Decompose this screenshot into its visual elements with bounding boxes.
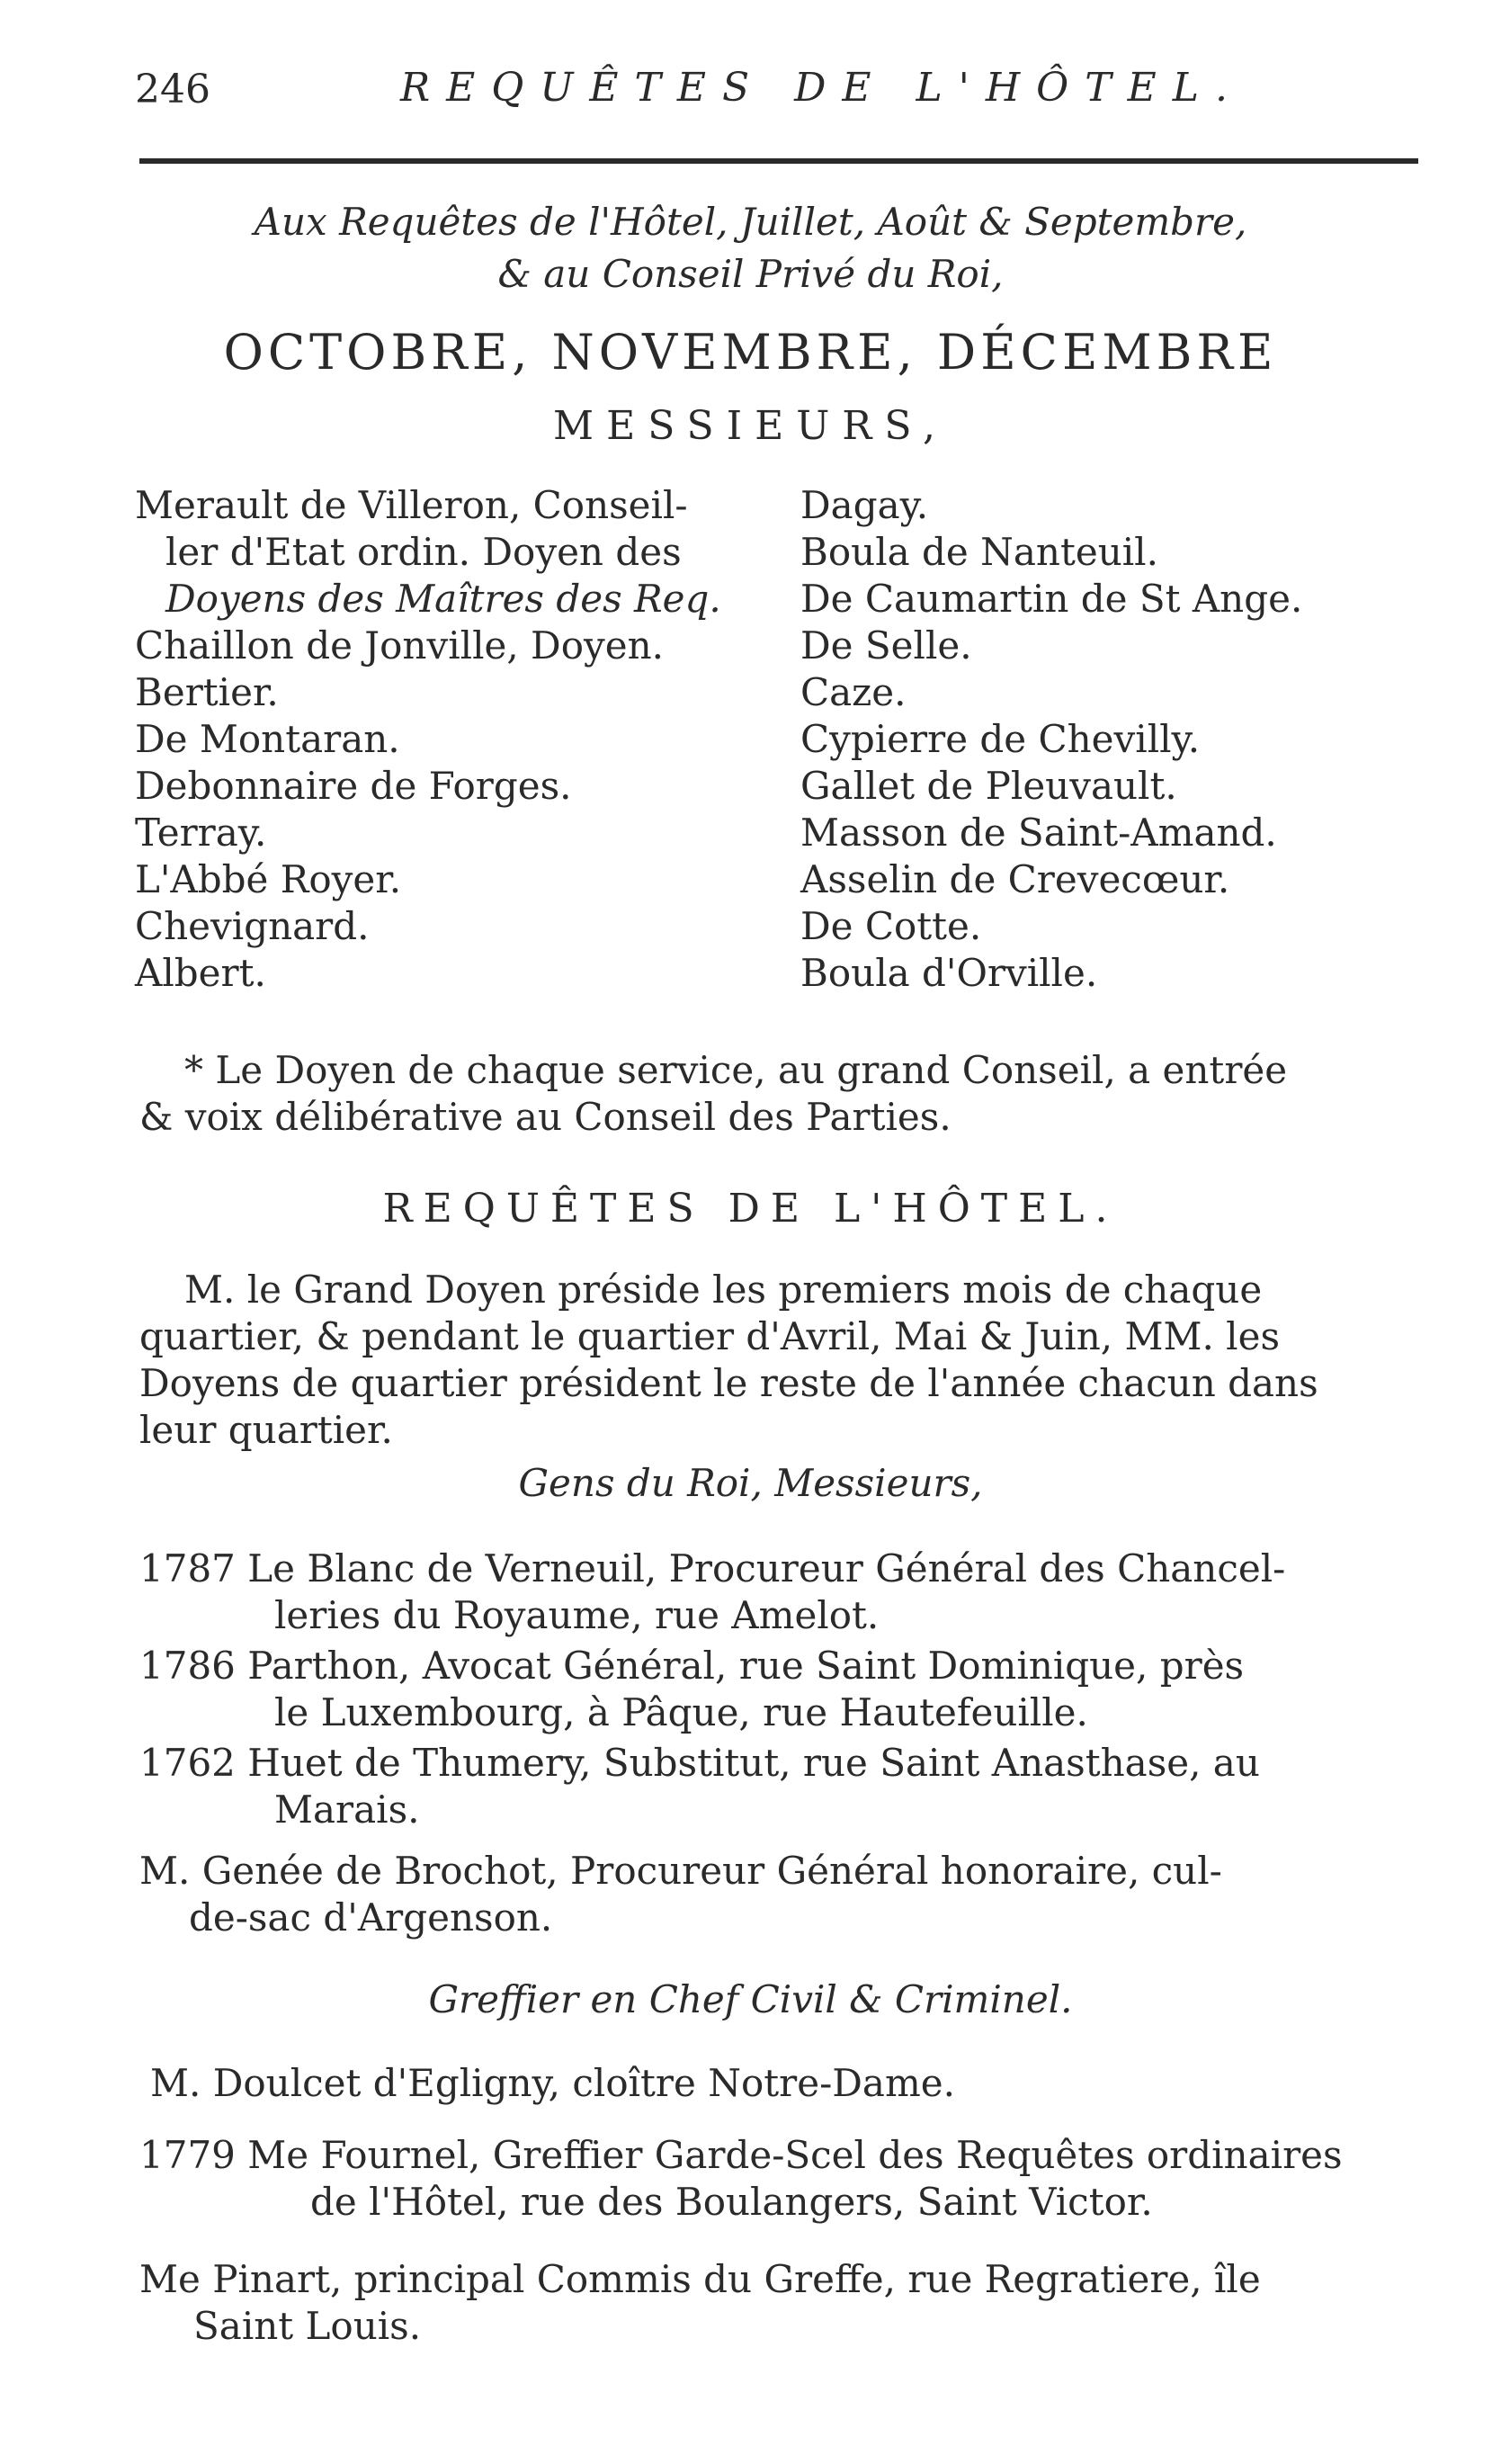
list-item: Caze. [800, 670, 907, 714]
left-name-column [135, 482, 721, 997]
entry-parthon [139, 1643, 1244, 1736]
right-name-column [800, 482, 1302, 997]
section-heading: REQUÊTES DE L'HÔTEL. [382, 1186, 1119, 1232]
running-title: REQUÊTES DE L'HÔTEL. [400, 65, 1244, 111]
entry-line: 1762 Huet de Thumery, Substitut, rue Saint Anasthase, au [139, 1741, 1260, 1785]
para-line: leur quartier. [139, 1408, 393, 1452]
messieurs-heading: MESSIEURS, [553, 403, 948, 449]
list-item: Asselin de Crevecœur. [800, 857, 1230, 901]
intro-line-1: Aux Requêtes de l'Hôtel, Juillet, Août & Septembre, [254, 200, 1247, 244]
entry-huet [139, 1740, 1260, 1833]
list-item: De Montaran. [135, 717, 400, 761]
para-line: quartier, & pendant le quartier d'Avril, Mai & Juin, MM. les [139, 1314, 1281, 1358]
entry-line: le Luxembourg, à Pâque, rue Hautefeuille. [274, 1690, 1088, 1734]
list-item: L'Abbé Royer. [135, 857, 402, 901]
para-line: Doyens de quartier président le reste de l'année chacun dans [139, 1361, 1318, 1405]
list-item: Boula d'Orville. [800, 951, 1098, 995]
greffier-heading: Greffier en Chef Civil & Criminel. [428, 1977, 1073, 2021]
intro-line-2: & au Conseil Privé du Roi, [497, 252, 1004, 296]
list-item: Chevignard. [135, 904, 370, 948]
list-item: Merault de Villeron, Conseil- [135, 483, 688, 527]
entry-fournel [139, 2132, 1343, 2226]
header-rule [139, 158, 1418, 164]
entry-line: 1786 Parthon, Avocat Général, rue Saint Dominique, près [139, 1644, 1245, 1688]
entry-line: de l'Hôtel, rue des Boulangers, Saint Victor. [310, 2180, 1153, 2224]
entry-line: Saint Louis. [193, 2304, 422, 2348]
entry-pinart [139, 2256, 1261, 2350]
list-item: Debonnaire de Forges. [135, 764, 572, 808]
entry-doulcet [139, 2060, 955, 2107]
months-heading: OCTOBRE, NOVEMBRE, DÉCEMBRE [223, 324, 1278, 381]
gens-du-roi-heading: Gens du Roi, Messieurs, [518, 1461, 983, 1505]
para-line: M. le Grand Doyen préside les premiers mois de chaque [184, 1268, 1263, 1312]
entry-line: de-sac d'Argenson. [189, 1895, 553, 1940]
section-paragraph [139, 1267, 1443, 1454]
list-item: Gallet de Pleuvault. [800, 764, 1177, 808]
entry-line: leries du Royaume, rue Amelot. [274, 1593, 880, 1637]
list-item: De Selle. [800, 623, 972, 668]
list-item: Chaillon de Jonville, Doyen. [135, 623, 664, 668]
list-item: Dagay. [800, 483, 929, 527]
list-item: ler d'Etat ordin. Doyen des [165, 530, 682, 574]
list-item: Terray. [135, 811, 267, 855]
entry-line: Marais. [274, 1788, 420, 1832]
entry-genee [139, 1848, 1222, 1941]
list-item: Boula de Nanteuil. [800, 530, 1158, 574]
entry-verneuil [139, 1546, 1285, 1639]
doyen-note [139, 1047, 1443, 1141]
list-item: Cypierre de Chevilly. [800, 717, 1201, 761]
entry-line: M. Doulcet d'Egligny, cloître Notre-Dame. [150, 2061, 956, 2105]
note-line-1: * Le Doyen de chaque service, au grand Conseil, a entrée [184, 1048, 1288, 1092]
entry-line: 1779 Me Fournel, Greffier Garde-Scel des Requêtes ordinaires [139, 2133, 1343, 2177]
list-item: Doyens des Maîtres des Req. [165, 577, 721, 621]
page-number: 246 [135, 67, 210, 112]
entry-line: M. Genée de Brochot, Procureur Général honoraire, cul- [139, 1849, 1222, 1893]
entry-line: Me Pinart, principal Commis du Greffe, rue Regratiere, île [139, 2257, 1261, 2301]
list-item: Albert. [135, 951, 266, 995]
list-item: Masson de Saint-Amand. [800, 811, 1277, 855]
list-item: De Caumartin de St Ange. [800, 577, 1303, 621]
list-item: De Cotte. [800, 904, 982, 948]
list-item: Bertier. [135, 670, 279, 714]
entry-line: 1787 Le Blanc de Verneuil, Procureur Général des Chancel- [139, 1546, 1286, 1590]
note-line-2: & voix délibérative au Conseil des Parties. [139, 1095, 952, 1139]
